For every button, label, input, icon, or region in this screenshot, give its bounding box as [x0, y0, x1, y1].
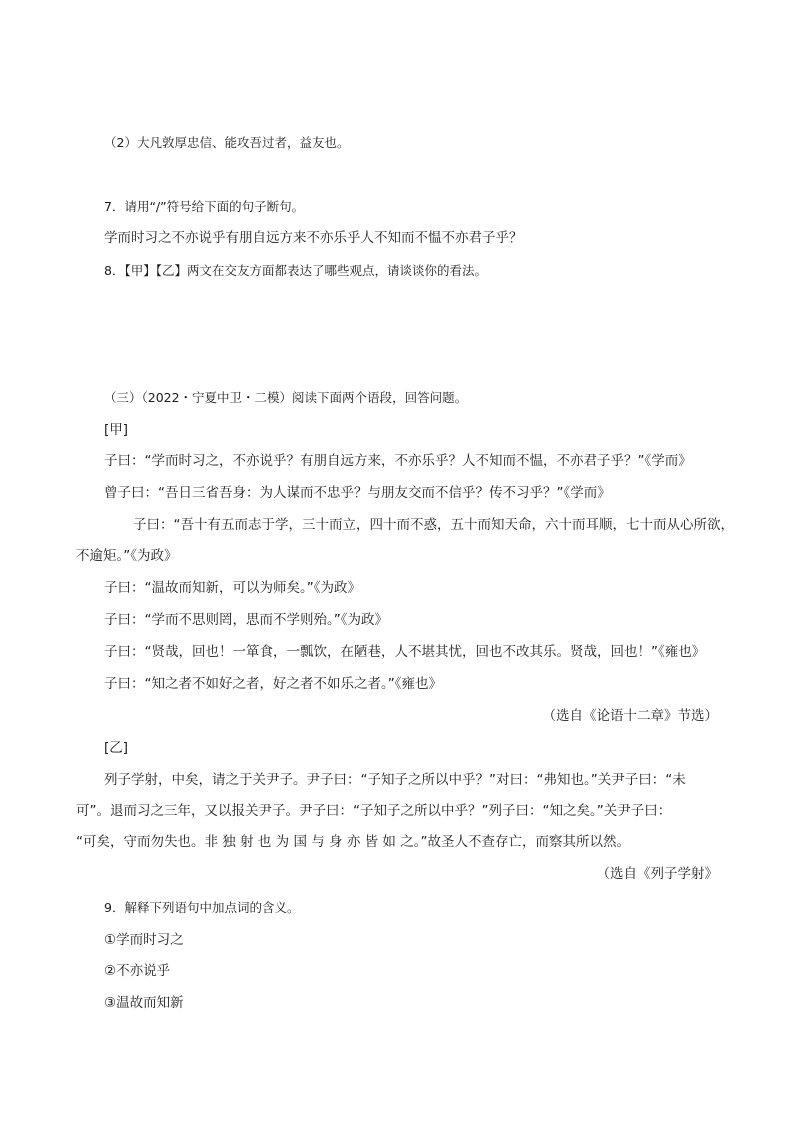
q8-prompt: 8．【甲】【乙】两文在交友方面都表达了哪些观点，请谈谈你的看法。: [104, 263, 487, 278]
q9-item-2: ②不亦说乎: [104, 963, 171, 979]
q9-item-3: ③温故而知新: [104, 995, 184, 1011]
q6-item-2: （2）大凡敦厚忠信、能攻吾过者，益友也。: [104, 135, 350, 150]
q7-prompt: 7．请用“/”符号给下面的句子断句。: [104, 199, 305, 214]
jia-source: （选自《论语十二章》节选）: [542, 708, 718, 724]
section3-title: （三）（2022・宁夏中卫・二模）阅读下面两个语段，回答问题。: [104, 390, 468, 405]
jia-line-2: 曾子曰：“吾日三省吾身：为人谋而不忠乎？与朋友交而不信乎？传不习乎？”《学而》: [104, 485, 611, 501]
q9-prompt: 9．解释下列语句中加点词的含义。: [104, 900, 300, 915]
jia-label: [甲]: [104, 422, 129, 438]
jia-line-4: 不逾矩。”《为政》: [76, 548, 178, 564]
jia-line-6: 子曰：“学而不思则罔，思而不学则殆。”《为政》: [104, 612, 388, 628]
yi-line-1: 列子学射，中矣，请之于关尹子。尹子曰：“子知子之所以中乎？”对曰：“弗知也。”关尹子曰：“未: [104, 772, 686, 788]
jia-line-3: 子曰：“吾十有五而志于学，三十而立，四十而不惑，五十而知天命，六十而耳顺，七十而从心所欲，: [133, 517, 734, 533]
yi-label: [乙]: [104, 740, 129, 756]
q7-sentence: 学而时习之不亦说乎有朋自远方来不亦乐乎人不知而不愠不亦君子乎？: [104, 230, 523, 246]
jia-line-5: 子曰：“温故而知新，可以为师矣。”《为政》: [104, 580, 361, 596]
yi-line-2: 可”。退而习之三年，又以报关尹子。尹子曰：“子知子之所以中乎？”列子曰：“知之矣。”关尹子曰：: [76, 803, 672, 819]
yi-line-3: “可矣，守而勿失也。非 独 射 也 为 国 与 身 亦 皆 如 之。”故圣人不查存亡，而察其所以然。: [76, 834, 630, 850]
yi-source: （选自《列子学射》: [596, 866, 718, 882]
jia-line-7: 子曰：“贤哉，回也！一箪食，一瓢饮，在陋巷，人不堪其忧，回也不改其乐。贤哉，回也！”《雍也》: [104, 644, 706, 660]
jia-line-1: 子曰：“学而时习之，不亦说乎？有朋自远方来，不亦乐乎？人不知而不愠，不亦君子乎？”《学而》: [104, 453, 692, 469]
jia-line-8: 子曰：“知之者不如好之者，好之者不如乐之者。”《雍也》: [104, 676, 442, 692]
q9-item-1: ①学而时习之: [104, 932, 184, 948]
